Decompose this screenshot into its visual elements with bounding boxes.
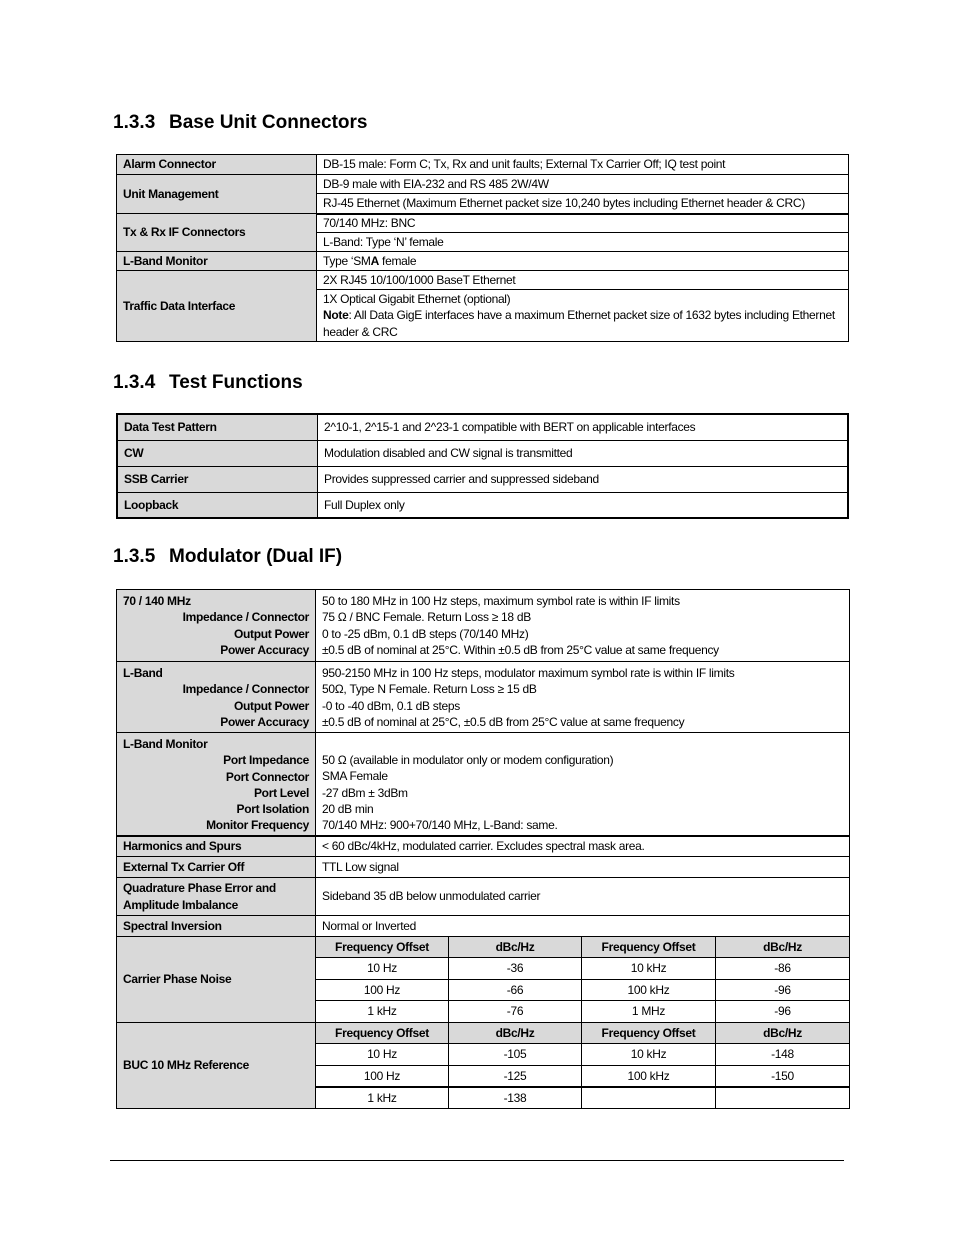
row-value: Modulation disabled and CW signal is transmitted bbox=[318, 440, 849, 466]
value-part-bold: A bbox=[370, 253, 379, 268]
section-title: Modulator (Dual IF) bbox=[169, 546, 343, 567]
table-cell: 10 Hz bbox=[316, 958, 449, 980]
row-label-if70 bbox=[117, 590, 316, 662]
row-label: 70 / 140 MHz bbox=[123, 594, 191, 608]
table-cell: 100 Hz bbox=[316, 980, 449, 1001]
column-header: Frequency Offset bbox=[316, 937, 449, 958]
table-cell: -148 bbox=[716, 1044, 850, 1066]
column-header: dBc/Hz bbox=[716, 1023, 850, 1044]
row-value: Normal or Inverted bbox=[316, 916, 850, 937]
value-part: Type ‘SM bbox=[323, 253, 371, 268]
table-cell: -105 bbox=[449, 1044, 582, 1066]
row-label: Data Test Pattern bbox=[117, 414, 318, 440]
column-header: dBc/Hz bbox=[449, 937, 582, 958]
table-cell: 1 kHz bbox=[316, 1087, 449, 1109]
table-cell: 10 kHz bbox=[582, 1044, 716, 1066]
value-line: ±0.5 dB of nominal at 25°C. Within ±0.5 dB from 25°C value at same frequency bbox=[322, 642, 719, 657]
value-line: ±0.5 dB of nominal at 25°C, ±0.5 dB from 25°C value at same frequency bbox=[322, 714, 685, 729]
row-label: Tx & Rx IF Connectors bbox=[117, 214, 317, 252]
row-label: Spectral Inversion bbox=[117, 916, 316, 937]
row-label: Unit Management bbox=[117, 175, 317, 214]
row-value-if70 bbox=[316, 590, 850, 662]
sub-label: Output Power bbox=[233, 698, 309, 713]
section-number: 1.3.5 bbox=[113, 546, 156, 567]
table-cell: -66 bbox=[449, 980, 582, 1001]
column-header: Frequency Offset bbox=[316, 1023, 449, 1044]
sub-label: Port Connector bbox=[225, 769, 309, 784]
row-value: < 60 dBc/4kHz, modulated carrier. Excludes spectral mask area. bbox=[316, 836, 850, 857]
row-label: Harmonics and Spurs bbox=[117, 836, 316, 857]
table-cell: -36 bbox=[449, 958, 582, 980]
value-line: 950-2150 MHz in 100 Hz steps, modulator maximum symbol rate is within IF limits bbox=[322, 666, 735, 680]
sub-label: Output Power bbox=[233, 626, 309, 641]
row-label: External Tx Carrier Off bbox=[117, 857, 316, 878]
row-value: Full Duplex only bbox=[318, 492, 849, 518]
row-label-lband bbox=[117, 662, 316, 733]
value-line: 50 to 180 MHz in 100 Hz steps, maximum symbol rate is within IF limits bbox=[322, 594, 680, 608]
row-value: DB-9 male with EIA-232 and RS 485 2W/4W bbox=[317, 175, 849, 194]
table-cell: 10 kHz bbox=[582, 958, 716, 980]
row-value: 70/140 MHz: BNC bbox=[317, 214, 849, 233]
value-part: female bbox=[379, 253, 417, 268]
table-cell: 10 Hz bbox=[316, 1044, 449, 1066]
sub-label: Power Accuracy bbox=[220, 642, 309, 657]
row-label: CW bbox=[117, 440, 318, 466]
sub-label: Port Level bbox=[253, 785, 309, 800]
value-line: 50 Ω (available in modulator only or modem configuration) bbox=[322, 753, 614, 767]
column-header: dBc/Hz bbox=[716, 937, 850, 958]
value-line: 20 dB min bbox=[322, 801, 374, 816]
sub-label: Power Accuracy bbox=[220, 714, 309, 729]
row-label: Loopback bbox=[117, 492, 318, 518]
section-heading-1-3-5 bbox=[113, 546, 342, 568]
table-cell: 100 kHz bbox=[582, 1066, 716, 1087]
row-value: Sideband 35 dB below unmodulated carrier bbox=[316, 878, 850, 916]
row-label: BUC 10 MHz Reference bbox=[117, 1023, 316, 1109]
table-cell: -96 bbox=[716, 980, 850, 1001]
table-cell: 100 Hz bbox=[316, 1066, 449, 1087]
value-line: 70/140 MHz: 900+70/140 MHz, L-Band: same. bbox=[322, 818, 558, 833]
table-cell bbox=[582, 1087, 716, 1109]
value-line: SMA Female bbox=[322, 769, 388, 784]
table-cell: 1 kHz bbox=[316, 1001, 449, 1023]
note-label: Note bbox=[323, 308, 349, 323]
row-value-lband-monitor bbox=[316, 733, 850, 836]
table-cell: 100 kHz bbox=[582, 980, 716, 1001]
row-label: Alarm Connector bbox=[117, 155, 317, 175]
value-line: -0 to -40 dBm, 0.1 dB steps bbox=[322, 698, 460, 713]
note bbox=[323, 307, 842, 340]
row-label-quadrature bbox=[117, 878, 316, 916]
row-label: Carrier Phase Noise bbox=[117, 937, 316, 1023]
row-value: TTL Low signal bbox=[316, 857, 850, 878]
value-line: 0 to -25 dBm, 0.1 dB steps (70/140 MHz) bbox=[322, 626, 529, 641]
sub-label: Impedance / Connector bbox=[182, 682, 309, 697]
sub-label: Port Impedance bbox=[223, 753, 309, 768]
table-cell: -125 bbox=[449, 1066, 582, 1087]
sub-label: Impedance / Connector bbox=[182, 610, 309, 625]
row-label-line: Quadrature Phase Error and bbox=[123, 881, 276, 896]
section-number: 1.3.4 bbox=[113, 372, 156, 393]
row-value-lband bbox=[316, 662, 850, 733]
value-line: 75 Ω / BNC Female. Return Loss ≥ 18 dB bbox=[322, 610, 531, 625]
section-heading-1-3-3 bbox=[113, 112, 367, 134]
row-value: DB-15 male: Form C; Tx, Rx and unit faults; External Tx Carrier Off; IQ test point bbox=[317, 155, 849, 175]
row-value: Provides suppressed carrier and suppressed sideband bbox=[318, 466, 849, 492]
value-line: 50Ω, Type N Female. Return Loss ≥ 15 dB bbox=[322, 682, 537, 697]
row-label: L-Band Monitor bbox=[117, 252, 317, 271]
table-cell bbox=[716, 1087, 850, 1109]
row-label: L-Band Monitor bbox=[123, 737, 208, 751]
test-functions-table bbox=[116, 413, 849, 519]
table-cell: 1 MHz bbox=[582, 1001, 716, 1023]
row-value: RJ-45 Ethernet (Maximum Ethernet packet size 10,240 bytes including Ethernet header & CRC) bbox=[317, 194, 849, 214]
row-value: 2X RJ45 10/100/1000 BaseT Ethernet bbox=[317, 271, 849, 290]
table-cell: -150 bbox=[716, 1066, 850, 1087]
row-label: SSB Carrier bbox=[117, 466, 318, 492]
value-line: 1X Optical Gigabit Ethernet (optional) bbox=[323, 292, 511, 307]
sub-label: Monitor Frequency bbox=[206, 818, 309, 833]
column-header: Frequency Offset bbox=[582, 1023, 716, 1044]
table-cell: -76 bbox=[449, 1001, 582, 1023]
sub-label: Port Isolation bbox=[236, 802, 309, 817]
row-label: L-Band bbox=[123, 666, 163, 680]
section-title: Test Functions bbox=[169, 372, 303, 393]
column-header: Frequency Offset bbox=[582, 937, 716, 958]
row-value: L-Band: Type ‘N’ female bbox=[317, 233, 849, 252]
value-line: -27 dBm ± 3dBm bbox=[322, 785, 408, 800]
section-heading-1-3-4 bbox=[113, 372, 303, 394]
column-header: dBc/Hz bbox=[449, 1023, 582, 1044]
row-value: 2^10-1, 2^15-1 and 2^23-1 compatible with BERT on applicable interfaces bbox=[318, 414, 849, 440]
table-cell: -86 bbox=[716, 958, 850, 980]
section-number: 1.3.3 bbox=[113, 112, 156, 133]
note-text: : All Data GigE interfaces have a maximum Ethernet packet size of 1632 bytes including Ethernet header & CRC bbox=[323, 308, 835, 339]
row-value bbox=[317, 290, 849, 342]
table-cell: -96 bbox=[716, 1001, 850, 1023]
row-value bbox=[317, 252, 849, 271]
section-title: Base Unit Connectors bbox=[169, 112, 368, 133]
row-label-lband-monitor bbox=[117, 733, 316, 836]
row-label: Traffic Data Interface bbox=[117, 271, 317, 342]
modulator-table bbox=[116, 589, 850, 1109]
connectors-table bbox=[116, 154, 849, 342]
row-label-line: Amplitude Imbalance bbox=[123, 897, 238, 912]
footer-divider bbox=[110, 1160, 844, 1161]
table-cell: -138 bbox=[449, 1087, 582, 1109]
